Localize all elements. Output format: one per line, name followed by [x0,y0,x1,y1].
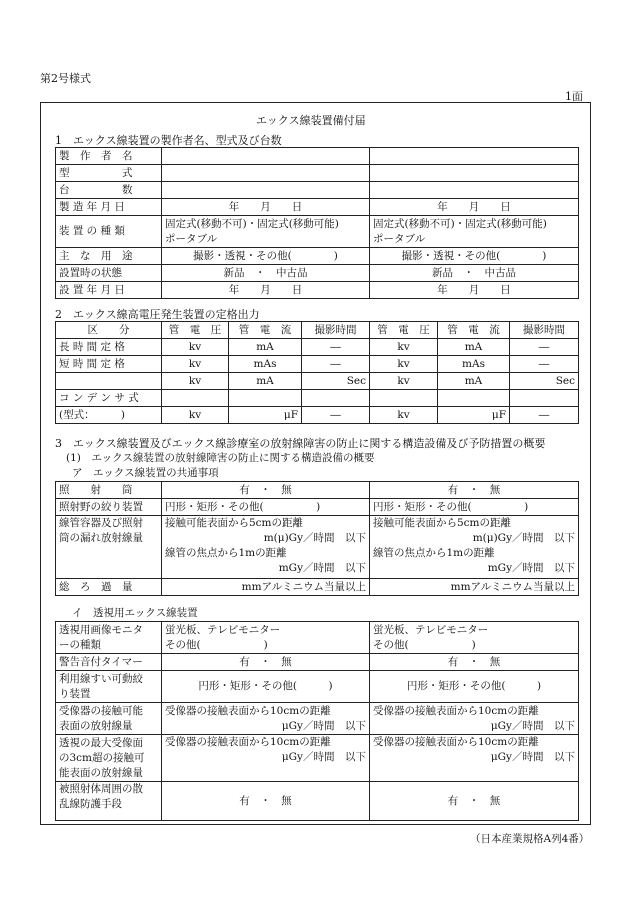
table-row [56,165,579,182]
dose-line: 受像器の接触表面から10cmの距離 [373,704,539,717]
row-label: 警告音付タイマー [56,654,162,671]
input-cell[interactable] [370,165,579,182]
type-option-line: 固定式(移動不可)・固定式(移動可能) [165,217,339,230]
label-line: 筒の漏れ放射線量 [59,532,143,544]
date-cell[interactable]: 年 月 日 [370,199,579,216]
label-line: の3cm超の接触可 [59,751,145,764]
usage-cell[interactable]: 撮影・透視・その他( ) [370,248,579,265]
choice-cell[interactable]: 有 ・ 無 [370,654,579,671]
table-row [56,199,579,216]
table-row [56,622,579,654]
choice-cell[interactable]: 円形・矩形・その他( ) [370,671,579,703]
condition-cell[interactable]: 新品 ・ 中古品 [370,265,579,282]
footer-note: （日本産業規格A列4番） [470,833,590,845]
column-header: 撮影時間 [510,322,579,339]
row-label: 総 ろ 過 量 [56,579,162,596]
row-label: コ ン デ ン サ 式 [56,390,162,407]
usage-cell[interactable]: 撮影・透視・その他( ) [162,248,370,265]
row-label: (型式： ) [56,407,162,424]
table-row [56,265,579,282]
row-label [56,735,162,782]
unit-cell[interactable]: μF [229,407,302,424]
unit-cell[interactable] [162,390,229,407]
unit-cell[interactable]: Sec [302,373,370,390]
type-option-line: ポータブル [165,232,218,245]
row-label: 照 射 筒 [56,482,162,499]
unit-cell[interactable]: mA [229,339,302,356]
choice-cell[interactable]: 有 ・ 無 [162,482,370,499]
row-label: 型 式 [56,165,162,182]
choice-cell[interactable]: 有 ・ 無 [370,782,579,821]
unit-cell[interactable] [229,390,302,407]
unit-cell[interactable]: kv [162,373,229,390]
condition-cell[interactable]: 新品 ・ 中古品 [162,265,370,282]
table-row [56,182,579,199]
dose-line: μGy／時間 以下 [281,751,366,763]
table-row [56,407,579,424]
date-cell[interactable]: 年 月 日 [370,282,579,299]
unit-cell[interactable]: mA [438,339,510,356]
table-row [56,703,579,735]
dose-line: μGy／時間 以下 [281,719,366,732]
subsection-a-heading: ア エックス線装置の共通事項 [72,467,219,479]
unit-cell[interactable]: ― [302,407,370,424]
unit-cell[interactable]: ― [510,407,579,424]
table-row [56,516,579,579]
leak-cell[interactable] [370,516,579,579]
leak-line: mGy／時間 以下 [487,562,575,574]
section-2-table [55,321,579,424]
leak-line: m(μ)Gy／時間 以下 [472,532,575,544]
unit-cell[interactable]: kv [370,356,438,373]
row-label: 照射野の絞り装置 [56,499,162,516]
unit-cell[interactable]: ― [510,339,579,356]
label-line: 透視用画像モニタ [59,623,143,636]
leak-line: 接触可能表面から5cmの距離 [373,517,512,529]
section-1-heading: 1 エックス線装置の製作者名、型式及び台数 [55,134,282,147]
type-option-line: 固定式(移動不可)・固定式(移動可能) [373,217,547,230]
row-label [56,516,162,579]
unit-cell[interactable]: mAs [229,356,302,373]
row-label: 装 置 の 種 類 [56,216,162,248]
choice-cell[interactable]: 有 ・ 無 [162,654,370,671]
form-title: エックス線装置備付届 [256,114,366,127]
input-cell[interactable] [162,165,370,182]
label-line: 透視の最大受像面 [59,736,143,749]
unit-cell[interactable]: mA [229,373,302,390]
dose-line: 受像器の接触表面から10cmの距離 [165,736,331,748]
table-row [56,671,579,703]
type-cell[interactable] [162,216,370,248]
row-label: 主 な 用 途 [56,248,162,265]
label-line: 能表面の放射線量 [59,766,143,779]
dose-cell[interactable] [370,735,579,782]
leak-line: 線管の焦点から1mの距離 [373,547,495,559]
unit-cell[interactable]: kv [162,339,229,356]
dose-line: μGy／時間 以下 [490,719,575,732]
subsection-1-heading: (1) エックス線装置の放射線障害の防止に関する構造設備の概要 [66,452,375,464]
unit-cell[interactable] [302,390,370,407]
table-row [56,735,579,782]
input-cell[interactable] [370,182,579,199]
unit-cell[interactable]: Sec [510,373,579,390]
monitor-line: 蛍光板、テレビモニター [165,623,281,636]
input-cell[interactable] [162,182,370,199]
dose-line: μGy／時間 以下 [490,751,575,763]
table-row [56,216,579,248]
label-line: 利用線すい可動絞 [59,672,143,685]
label-line: 被照射体周囲の散 [59,783,143,795]
column-header: 管 電 圧 [162,322,229,339]
table-row [56,282,579,299]
fluoroscopy-table [55,621,579,821]
type-option-line: ポータブル [373,232,426,245]
unit-cell[interactable]: kv [162,407,229,424]
input-cell[interactable] [370,148,579,165]
unit-cell[interactable]: μF [438,407,510,424]
table-row [56,148,579,165]
label-line: 乱線防護手段 [59,798,122,810]
unit-cell[interactable] [510,390,579,407]
table-row [56,654,579,671]
monitor-cell[interactable] [162,622,370,654]
filter-cell[interactable]: mmアルミニウム当量以上 [370,579,579,596]
table-header-row [56,322,579,339]
table-row [56,373,579,390]
row-label [56,703,162,735]
monitor-line: 蛍光板、テレビモニター [373,623,489,636]
unit-cell[interactable]: kv [370,339,438,356]
table-row [56,248,579,265]
monitor-line: その他( ) [165,638,268,651]
row-label: 短 時 間 定 格 [56,356,162,373]
label-line: り装置 [59,687,91,700]
choice-cell[interactable]: 円形・矩形・その他( ) [162,499,370,516]
table-row [56,499,579,516]
row-label [56,671,162,703]
label-line: 受像器の接触可能 [59,704,143,717]
row-label [56,622,162,654]
label-line: 線管容器及び照射 [59,517,143,529]
unit-cell[interactable]: kv [370,407,438,424]
leak-line: m(μ)Gy／時間 以下 [263,532,366,544]
table-row [56,339,579,356]
type-cell[interactable] [370,216,579,248]
section-3-heading: 3 エックス線装置及びエックス線診療室の放射線障害の防止に関する構造設備及び予防措置の概要 [55,437,546,450]
label-line: ーの種類 [59,638,101,651]
section-2-heading: 2 エックス線高電圧発生装置の定格出力 [55,308,260,321]
unit-cell[interactable]: mAs [438,356,510,373]
filter-cell[interactable]: mmアルミニウム当量以上 [162,579,370,596]
input-cell[interactable] [162,148,370,165]
dose-line: 受像器の接触表面から10cmの距離 [373,736,539,748]
column-header: 管 電 圧 [370,322,438,339]
row-label [56,373,162,390]
choice-cell[interactable]: 有 ・ 無 [370,482,579,499]
dose-cell[interactable] [162,703,370,735]
row-label: 製 作 者 名 [56,148,162,165]
table-row [56,390,579,407]
row-label: 設置時の状態 [56,265,162,282]
leak-line: 線管の焦点から1mの距離 [165,547,287,559]
unit-cell[interactable] [438,390,510,407]
unit-cell[interactable] [370,390,438,407]
dose-cell[interactable] [162,735,370,782]
common-items-table [55,481,579,596]
table-row [56,579,579,596]
section-1-table [55,147,579,299]
leak-cell[interactable] [162,516,370,579]
column-header: 区 分 [56,322,162,339]
column-header: 撮影時間 [302,322,370,339]
table-row [56,356,579,373]
unit-cell[interactable]: mA [438,373,510,390]
monitor-line: その他( ) [373,638,476,651]
unit-cell[interactable]: kv [162,356,229,373]
table-row [56,782,579,821]
choice-cell[interactable]: 円形・矩形・その他( ) [370,499,579,516]
unit-cell[interactable]: kv [370,373,438,390]
subsection-i-heading: イ 透視用エックス線装置 [72,607,198,619]
table-row [56,482,579,499]
date-cell[interactable]: 年 月 日 [162,282,370,299]
row-label: 設 置 年 月 日 [56,282,162,299]
monitor-cell[interactable] [370,622,579,654]
leak-line: 接触可能表面から5cmの距離 [165,517,304,529]
column-header: 管 電 流 [229,322,302,339]
column-header: 管 電 流 [438,322,510,339]
choice-cell[interactable]: 有 ・ 無 [162,782,370,821]
page-label: 1面 [565,90,583,103]
form-number: 第2号様式 [40,72,91,85]
row-label [56,782,162,821]
date-cell[interactable]: 年 月 日 [162,199,370,216]
dose-cell[interactable] [370,703,579,735]
unit-cell[interactable]: ― [302,339,370,356]
dose-line: 受像器の接触表面から10cmの距離 [165,704,331,717]
label-line: 表面の放射線量 [59,719,133,732]
row-label: 製 造 年 月 日 [56,199,162,216]
row-label: 長 時 間 定 格 [56,339,162,356]
choice-cell[interactable]: 円形・矩形・その他( ) [162,671,370,703]
row-label: 台 数 [56,182,162,199]
unit-cell[interactable]: ― [510,356,579,373]
unit-cell[interactable]: ― [302,356,370,373]
leak-line: mGy／時間 以下 [278,562,366,574]
